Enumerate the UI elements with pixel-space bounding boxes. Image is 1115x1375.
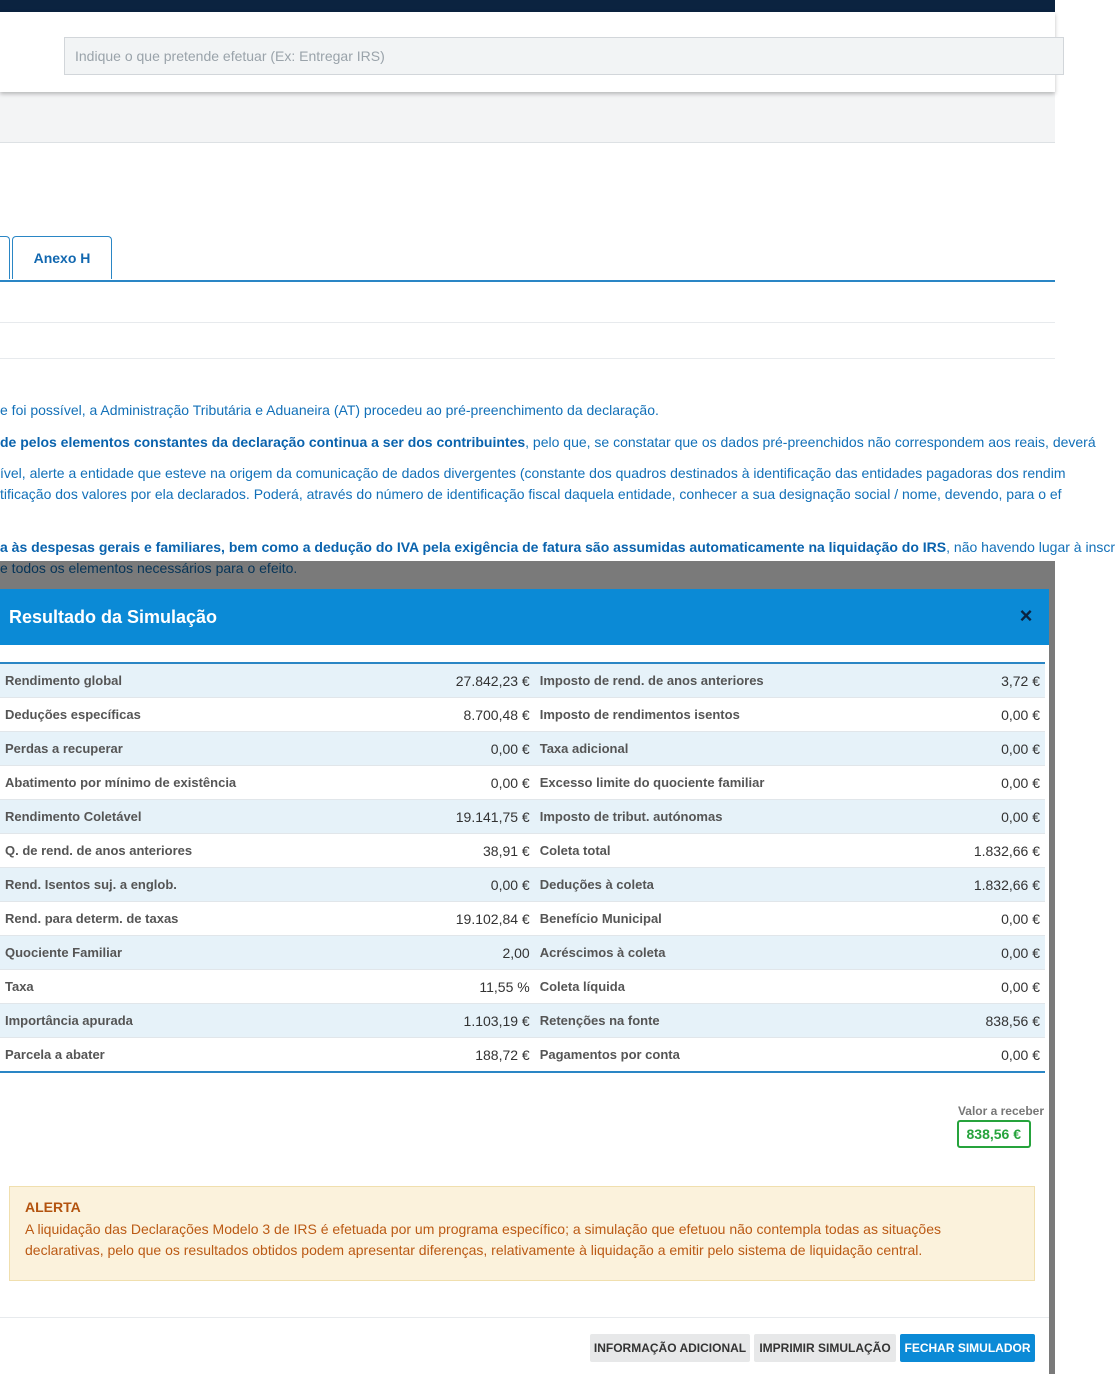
row-value-left: 0,00 € xyxy=(285,868,535,902)
row-label-right: Coleta total xyxy=(535,834,839,868)
row-label-right: Deduções à coleta xyxy=(535,868,839,902)
row-value-left: 19.102,84 € xyxy=(285,902,535,936)
row-label-left: Importância apurada xyxy=(0,1004,285,1038)
table-row xyxy=(0,868,1045,902)
annex-tabs xyxy=(0,236,1055,282)
row-label-right: Retenções na fonte xyxy=(535,1004,839,1038)
close-icon[interactable]: × xyxy=(1015,605,1037,627)
tab-anexo-h[interactable]: Anexo H xyxy=(12,236,112,279)
additional-info-button[interactable]: INFORMAÇÃO ADICIONAL xyxy=(590,1334,750,1362)
row-value-right: 1.832,66 € xyxy=(839,834,1045,868)
row-label-right: Imposto de rend. de anos anteriores xyxy=(535,663,839,698)
row-value-left: 188,72 € xyxy=(475,1046,530,1063)
row-value-right: 0,00 € xyxy=(839,698,1045,732)
top-bar xyxy=(0,0,1055,12)
row-label-left: Parcela a abater xyxy=(5,1047,105,1062)
divider xyxy=(0,322,1055,323)
row-label-left: Quociente Familiar xyxy=(0,936,285,970)
row-label-right: Acréscimos à coleta xyxy=(535,936,839,970)
row-value-left: 8.700,48 € xyxy=(285,698,535,732)
info-text-bold: a às despesas gerais e familiares, bem como a dedução do IVA pela exigência de fatura são assumidas automaticamente na liquidação do IRS xyxy=(0,539,947,555)
row-label-right: Taxa adicional xyxy=(535,732,839,766)
row-label-left: Abatimento por mínimo de existência xyxy=(0,766,285,800)
info-text-line: ível, alerte a entidade que esteve na origem da comunicação de dados divergentes (constante dos quadros destinados à identificação das entidades pagadoras dos rendim xyxy=(0,465,1066,481)
table-row xyxy=(0,698,1045,732)
divider xyxy=(0,358,1055,359)
row-value-right: 0,00 € xyxy=(839,936,1045,970)
row-value-left: 2,00 xyxy=(285,936,535,970)
row-label-left: Perdas a recuperar xyxy=(0,732,285,766)
row-label-left: Rendimento global xyxy=(0,663,285,698)
tab-previous[interactable] xyxy=(0,236,10,279)
row-value-right: 0,00 € xyxy=(839,732,1045,766)
result-value-badge: 838,56 € xyxy=(957,1120,1032,1148)
table-row xyxy=(0,766,1045,800)
row-label-left: Q. de rend. de anos anteriores xyxy=(0,834,285,868)
row-value-left: 0,00 € xyxy=(285,732,535,766)
simulation-result-modal xyxy=(0,589,1049,1374)
table-row xyxy=(0,834,1045,868)
row-label-left: Taxa xyxy=(0,970,285,1004)
row-value-left: 1.103,19 € xyxy=(285,1004,535,1038)
row-label-right: Excesso limite do quociente familiar xyxy=(535,766,839,800)
row-value-right: 0,00 € xyxy=(839,902,1045,936)
row-value-right: 838,56 € xyxy=(839,1004,1045,1038)
row-value-right: 0,00 € xyxy=(839,766,1045,800)
info-text-line: tificação dos valores por ela declarados. Poderá, através do número de identificação fiscal daquela entidade, conhecer a sua designação social / nome, devendo, para o ef xyxy=(0,486,1062,502)
row-label-right: Imposto de rendimentos isentos xyxy=(535,698,839,732)
info-text-rest: , pelo que, se constatar que os dados pré-preenchidos não correspondem aos reais, deverá xyxy=(525,434,1096,450)
row-value-left: 27.842,23 € xyxy=(285,663,535,698)
breadcrumb-band xyxy=(0,92,1055,143)
simulation-result-table xyxy=(0,662,1045,1073)
info-text-line xyxy=(0,434,1096,450)
row-label-left: Rend. Isentos suj. a englob. xyxy=(0,868,285,902)
table-row xyxy=(0,902,1045,936)
modal-title: Resultado da Simulação xyxy=(9,607,218,627)
row-label-left: Rend. para determ. de taxas xyxy=(0,902,285,936)
row-value-right: 3,72 € xyxy=(839,663,1045,698)
row-value-left: 0,00 € xyxy=(285,766,535,800)
info-text-line: e foi possível, a Administração Tributária e Aduaneira (AT) procedeu ao pré-preenchimento da declaração. xyxy=(0,402,659,418)
info-text-line xyxy=(0,539,1115,555)
table-row xyxy=(0,800,1045,834)
close-simulator-button[interactable]: FECHAR SIMULADOR xyxy=(900,1334,1035,1362)
table-row xyxy=(0,732,1045,766)
row-value-left: 19.141,75 € xyxy=(285,800,535,834)
table-row xyxy=(0,1038,1045,1073)
row-label-right: Coleta líquida xyxy=(535,970,839,1004)
alert-box xyxy=(9,1186,1035,1281)
row-value-right: 1.832,66 € xyxy=(839,868,1045,902)
info-text-rest: , não havendo lugar à inscr xyxy=(946,539,1115,555)
row-label-left: Deduções específicas xyxy=(0,698,285,732)
row-value-right: 0,00 € xyxy=(839,970,1045,1004)
search-input[interactable] xyxy=(64,37,1064,75)
print-simulation-button[interactable]: IMPRIMIR SIMULAÇÃO xyxy=(754,1334,896,1362)
modal-footer xyxy=(0,1317,1049,1375)
info-text-bold: de pelos elementos constantes da declaração continua a ser dos contribuintes xyxy=(0,434,526,450)
row-label-right: Pagamentos por conta xyxy=(539,1047,680,1062)
table-row xyxy=(0,663,1045,698)
header xyxy=(0,12,1055,92)
row-value-right: 0,00 € xyxy=(839,800,1045,834)
result-label: Valor a receber xyxy=(957,1104,1044,1118)
row-label-right: Imposto de tribut. autónomas xyxy=(535,800,839,834)
table-row xyxy=(0,936,1045,970)
row-value-left: 11,55 % xyxy=(285,970,535,1004)
table-row xyxy=(0,1004,1045,1038)
table-row xyxy=(0,970,1045,1004)
row-value-right: 0,00 € xyxy=(1001,1046,1040,1063)
alert-title: ALERTA xyxy=(25,1199,81,1215)
row-value-left: 38,91 € xyxy=(285,834,535,868)
alert-text: A liquidação das Declarações Modelo 3 de IRS é efetuada por um programa específico; a simulação que efetuou não contempla todas as situações declarativas, pelo que os resultados obtidos podem apresentar diferenças, relativamente à liquidação a emitir pelo sistema de liquidação central. xyxy=(25,1221,942,1258)
row-label-left: Rendimento Coletável xyxy=(0,800,285,834)
row-label-right: Benefício Municipal xyxy=(535,902,839,936)
modal-header xyxy=(0,589,1049,645)
